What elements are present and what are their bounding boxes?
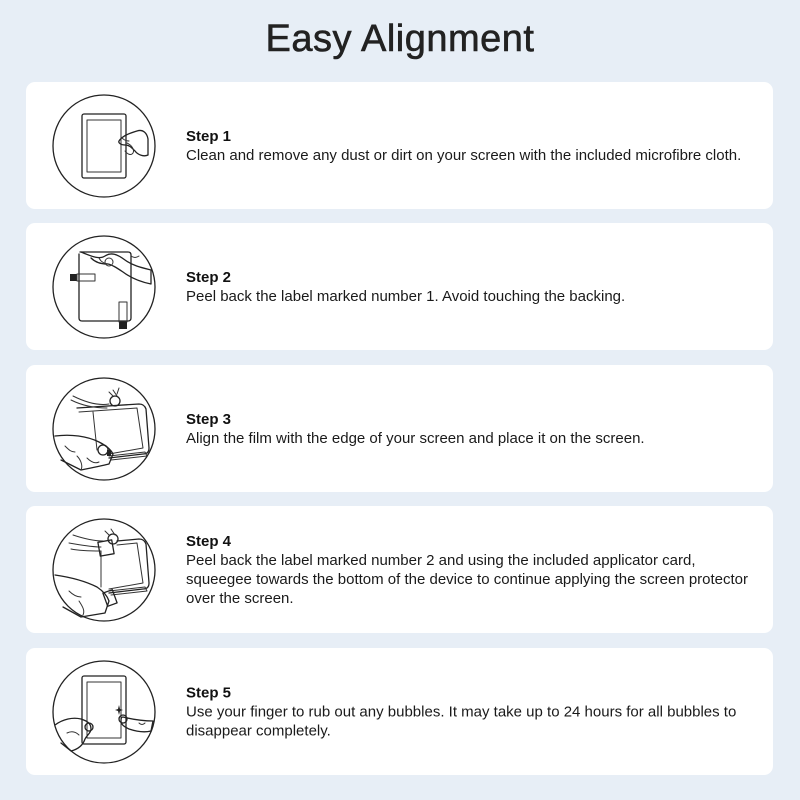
- page-title: Easy Alignment: [265, 18, 535, 60]
- step-description: Use your finger to rub out any bubbles. It may take up to 24 hours for all bubbles to disappear completely.: [186, 703, 737, 739]
- step-card-2: [26, 223, 773, 350]
- step-title: Step 2: [186, 268, 232, 286]
- step-title: Step 4: [186, 532, 232, 550]
- step-description: Peel back the label marked number 1. Avoid touching the backing.: [186, 287, 626, 305]
- align-film-icon: [51, 376, 157, 482]
- peel-label-icon: [51, 234, 157, 340]
- step-description: Peel back the label marked number 2 and using the included applicator card, squeegee towards the bottom of the device to continue applying the screen protector over the screen.: [186, 551, 749, 607]
- step-description: Align the film with the edge of your screen and place it on the screen.: [186, 429, 645, 447]
- step-title: Step 1: [186, 127, 232, 145]
- step-description: Clean and remove any dust or dirt on your screen with the included microfibre cloth.: [186, 146, 742, 164]
- step-card-4: [26, 506, 773, 633]
- wipe-screen-icon: [51, 93, 157, 199]
- step-card-3: [26, 365, 773, 492]
- step-title: Step 5: [186, 684, 232, 701]
- step-title: Step 3: [186, 410, 232, 428]
- step-card-5: [26, 648, 773, 775]
- step-card-1: [26, 82, 773, 209]
- squeegee-icon: [51, 517, 157, 623]
- rub-bubbles-icon: [51, 659, 157, 765]
